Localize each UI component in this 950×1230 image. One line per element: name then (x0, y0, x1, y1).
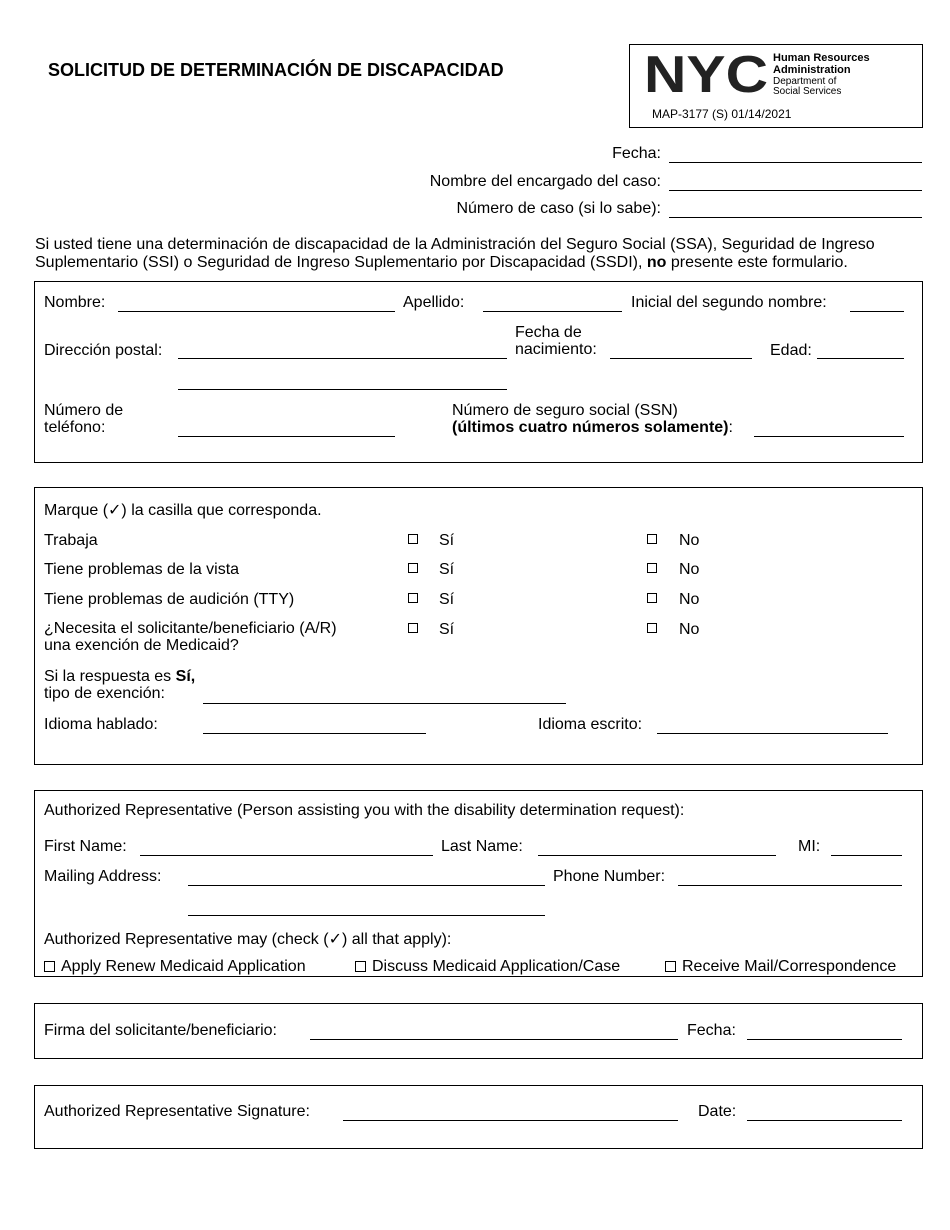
hearing-no-checkbox[interactable] (647, 593, 657, 603)
spoken-language-field[interactable] (203, 733, 426, 734)
applicant-signature-date-field[interactable] (747, 1039, 902, 1040)
rep-signature-date-label: Date: (698, 1103, 737, 1120)
agency-dept-line2: Social Services (773, 86, 842, 97)
working-yes-label: Sí (439, 532, 455, 549)
discuss-case-checkbox[interactable] (355, 961, 366, 972)
rep-address-field-line1[interactable] (188, 885, 545, 886)
address-field-line2[interactable] (178, 389, 507, 390)
apply-renew-checkbox[interactable] (44, 961, 55, 972)
applicant-signature-label: Firma del solicitante/beneficiario: (44, 1022, 277, 1039)
first-name-label: Nombre: (44, 294, 106, 311)
rep-phone-field[interactable] (678, 885, 902, 886)
dob-field[interactable] (610, 358, 752, 359)
intro-line2: Suplementario (SSI) o Seguridad de Ingreso Suplementario por Discapacidad (SSDI), no presente este formulario. (35, 254, 848, 271)
nyc-logo-icon (644, 52, 770, 96)
receive-mail-checkbox[interactable] (665, 961, 676, 972)
working-no-label: No (679, 532, 700, 549)
agency-dept-line1: Department of (773, 76, 837, 87)
rep-last-name-label: Last Name: (441, 838, 523, 855)
applicant-signature-field[interactable] (310, 1039, 678, 1040)
question-vision-label: Tiene problemas de la vista (44, 561, 240, 578)
agency-name-line2: Administration (773, 64, 851, 76)
written-language-field[interactable] (657, 733, 888, 734)
vision-yes-label: Sí (439, 561, 455, 578)
rep-option-apply[interactable]: Apply Renew Medicaid Application (44, 958, 306, 976)
hearing-no-label: No (679, 591, 700, 608)
hearing-yes-label: Sí (439, 591, 455, 608)
exemption-type-field[interactable] (203, 703, 566, 704)
rep-address-label: Mailing Address: (44, 868, 162, 885)
address-label: Dirección postal: (44, 342, 163, 359)
vision-no-checkbox[interactable] (647, 563, 657, 573)
vision-no-label: No (679, 561, 700, 578)
rep-phone-label: Phone Number: (553, 868, 666, 885)
rep-signature-field[interactable] (343, 1120, 678, 1121)
exemption-yes-label: Sí (439, 621, 455, 638)
rep-first-name-field[interactable] (140, 855, 433, 856)
exemption-no-checkbox[interactable] (647, 623, 657, 633)
vision-yes-checkbox[interactable] (408, 563, 418, 573)
rep-mi-field[interactable] (831, 855, 902, 856)
hearing-yes-checkbox[interactable] (408, 593, 418, 603)
exemption-yes-checkbox[interactable] (408, 623, 418, 633)
last-name-field[interactable] (483, 311, 622, 312)
rep-address-field-line2[interactable] (188, 915, 545, 916)
address-field-line1[interactable] (178, 358, 507, 359)
exemption-no-label: No (679, 621, 700, 638)
intro-text (35, 236, 875, 272)
last-name-label: Apellido: (403, 294, 465, 311)
agency-name-line1: Human Resources (773, 52, 870, 64)
question-working-label: Trabaja (44, 532, 98, 549)
ssn-label: Número de seguro social (SSN) (últimos cuatro números solamente): (452, 402, 733, 436)
rep-option-mail[interactable]: Receive Mail/Correspondence (665, 958, 896, 976)
rep-may-label: Authorized Representative may (check (✓) all that apply): (44, 931, 452, 948)
working-yes-checkbox[interactable] (408, 534, 418, 544)
first-name-field[interactable] (118, 311, 395, 312)
phone-field[interactable] (178, 436, 395, 437)
working-no-checkbox[interactable] (647, 534, 657, 544)
check-instruction: Marque (✓) la casilla que corresponda. (44, 502, 322, 519)
rep-first-name-label: First Name: (44, 838, 127, 855)
age-field[interactable] (817, 358, 904, 359)
written-language-label: Idioma escrito: (538, 716, 643, 733)
date-field[interactable] (669, 162, 922, 163)
rep-option-discuss[interactable]: Discuss Medicaid Application/Case (355, 958, 620, 976)
middle-initial-label: Inicial del segundo nombre: (631, 294, 827, 311)
dob-label: Fecha de nacimiento: (515, 324, 597, 358)
applicant-signature-date-label: Fecha: (687, 1022, 736, 1039)
rep-signature-date-field[interactable] (747, 1120, 902, 1121)
phone-label: Número de teléfono: (44, 402, 124, 436)
svg-text:NYC: NYC (644, 52, 768, 96)
intro-line1: Si usted tiene una determinación de discapacidad de la Administración del Seguro Social (SSA), Seguridad de Ingreso (35, 236, 875, 253)
date-label: Fecha: (612, 145, 661, 162)
question-exemption-label: ¿Necesita el solicitante/beneficiario (A/R) una exención de Medicaid? (44, 620, 337, 654)
form-code: MAP-3177 (S) 01/14/2021 (652, 107, 792, 121)
form-title: SOLICITUD DE DETERMINACIÓN DE DISCAPACIDAD (48, 60, 504, 80)
ssn-field[interactable] (754, 436, 904, 437)
case-number-field[interactable] (669, 217, 922, 218)
exemption-type-label: Si la respuesta es Sí, tipo de exención: (44, 668, 196, 702)
rep-mi-label: MI: (798, 838, 821, 855)
caseworker-field[interactable] (669, 190, 922, 191)
representative-heading: Authorized Representative (Person assisting you with the disability determination request): (44, 802, 685, 819)
age-label: Edad: (770, 342, 812, 359)
agency-logo-box (629, 44, 923, 128)
middle-initial-field[interactable] (850, 311, 904, 312)
rep-signature-label: Authorized Representative Signature: (44, 1103, 310, 1120)
question-hearing-label: Tiene problemas de audición (TTY) (44, 591, 295, 608)
case-number-label: Número de caso (si lo sabe): (456, 200, 661, 217)
rep-last-name-field[interactable] (538, 855, 776, 856)
caseworker-label: Nombre del encargado del caso: (429, 173, 661, 190)
spoken-language-label: Idioma hablado: (44, 716, 158, 733)
